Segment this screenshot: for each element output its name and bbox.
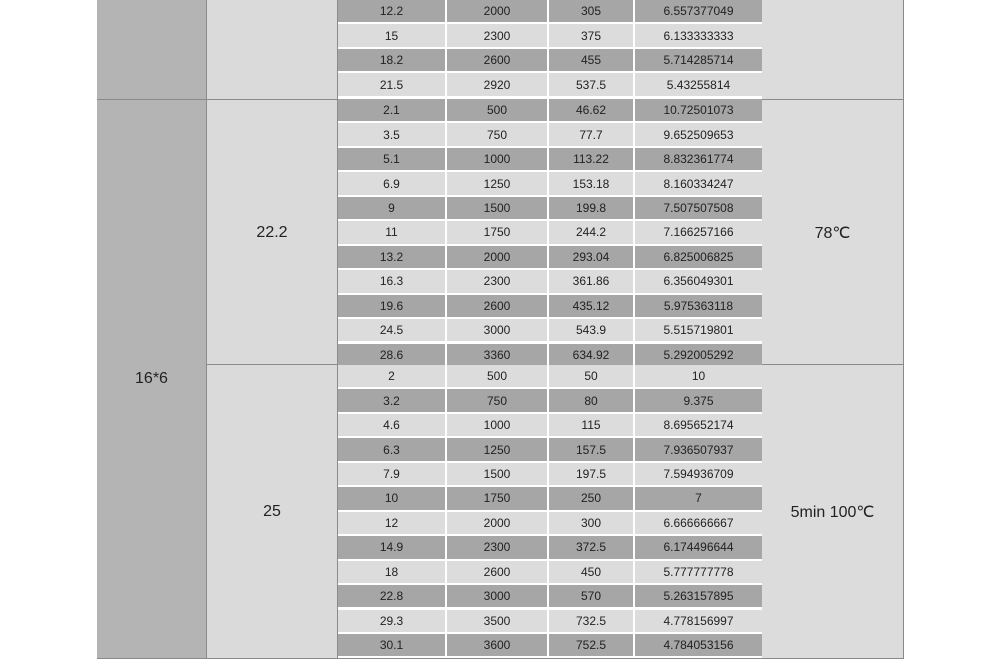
load-cell: 18.2: [338, 49, 447, 71]
force-cell: 2600: [447, 561, 549, 583]
area-cell: 153.18: [549, 172, 635, 194]
force-cell: 1000: [447, 148, 549, 170]
ratio-cell: 7.166257166: [663, 225, 734, 240]
load-cell: 18: [338, 561, 447, 583]
force-cell: 2000: [447, 0, 549, 22]
ratio-cell: 9.375: [683, 393, 714, 408]
ratio-cell: 10.72501073: [663, 103, 734, 118]
load-cell: 5.1: [338, 148, 447, 170]
ratio-cell: 6.666666667: [663, 515, 734, 530]
area-cell: 197.5: [549, 463, 635, 485]
load-cell: 3.5: [338, 123, 447, 145]
force-cell: 1750: [447, 221, 549, 243]
table-row: [338, 221, 762, 245]
force-cell: 500: [447, 99, 549, 121]
ratio-cell: 7.594936709: [663, 467, 734, 482]
area-cell: 375: [549, 24, 635, 46]
area-cell: 372.5: [549, 536, 635, 558]
table-row: [338, 148, 762, 172]
size-cell: [97, 100, 207, 658]
area-cell: 732.5: [549, 610, 635, 632]
force-cell: 2600: [447, 49, 549, 71]
table-row: [338, 319, 762, 343]
force-cell: 2300: [447, 536, 549, 558]
load-cell: 4.6: [338, 414, 447, 436]
area-cell: 455: [549, 49, 635, 71]
condition-cell-2: [762, 365, 903, 658]
table-row: [338, 99, 762, 123]
row-divider: [762, 364, 904, 365]
force-cell: 1500: [447, 463, 549, 485]
force-cell: 750: [447, 389, 549, 411]
table-row: [338, 487, 762, 511]
force-cell: 1250: [447, 438, 549, 460]
area-cell: 50: [549, 365, 635, 387]
diameter-cell-1: [207, 100, 338, 365]
force-cell: 2600: [447, 295, 549, 317]
area-cell: 157.5: [549, 438, 635, 460]
table-row: [338, 561, 762, 585]
ratio-cell: 5.515719801: [663, 323, 734, 338]
diameter-cell-previous: [207, 0, 338, 100]
load-cell: 21.5: [338, 73, 447, 95]
diameter-label-2: 25: [263, 502, 281, 520]
load-cell: 12.2: [338, 0, 447, 22]
load-cell: 12: [338, 512, 447, 534]
load-cell: 24.5: [338, 319, 447, 341]
area-cell: 543.9: [549, 319, 635, 341]
table-row: [338, 438, 762, 462]
ratio-cell: 4.784053156: [663, 638, 734, 653]
table-row: [338, 585, 762, 609]
ratio-cell: 5.292005292: [663, 347, 734, 362]
table-row: [338, 365, 762, 389]
area-cell: 80: [549, 389, 635, 411]
ratio-cell: 5.714285714: [663, 53, 734, 68]
size-cell-previous: [97, 0, 207, 100]
area-cell: 293.04: [549, 246, 635, 268]
condition-cell-previous: [762, 0, 903, 100]
table-row: [338, 536, 762, 560]
data-grid: [338, 0, 762, 659]
table-row: [338, 512, 762, 536]
ratio-cell: 9.652509653: [663, 127, 734, 142]
force-cell: 2300: [447, 270, 549, 292]
area-cell: 634.92: [549, 344, 635, 366]
load-cell: 14.9: [338, 536, 447, 558]
row-divider: [207, 364, 338, 365]
load-cell: 3.2: [338, 389, 447, 411]
ratio-cell: 7.936507937: [663, 442, 734, 457]
table-row: [338, 295, 762, 319]
load-cell: 28.6: [338, 344, 447, 366]
force-cell: 3000: [447, 585, 549, 607]
force-cell: 500: [447, 365, 549, 387]
load-cell: 9: [338, 197, 447, 219]
load-cell: 15: [338, 24, 447, 46]
table-row: [338, 49, 762, 73]
table-row: [338, 24, 762, 48]
condition-cell-1: [762, 100, 903, 365]
ratio-cell: 7.507507508: [663, 201, 734, 216]
force-cell: 3500: [447, 610, 549, 632]
area-cell: 244.2: [549, 221, 635, 243]
load-cell: 6.9: [338, 172, 447, 194]
ratio-cell: 5.43255814: [666, 77, 731, 92]
table-row: [338, 172, 762, 196]
table-row: [338, 634, 762, 658]
area-cell: 361.86: [549, 270, 635, 292]
table-row: [338, 197, 762, 221]
load-cell: 6.3: [338, 438, 447, 460]
area-cell: 199.8: [549, 197, 635, 219]
table-row: [338, 270, 762, 294]
load-cell: 22.8: [338, 585, 447, 607]
area-cell: 300: [549, 512, 635, 534]
load-cell: 16.3: [338, 270, 447, 292]
area-cell: 305: [549, 0, 635, 22]
load-cell: 29.3: [338, 610, 447, 632]
table-row: [338, 610, 762, 634]
force-cell: 2300: [447, 24, 549, 46]
area-cell: 77.7: [549, 123, 635, 145]
load-cell: 2: [338, 365, 447, 387]
area-cell: 537.5: [549, 73, 635, 95]
table-row: [338, 463, 762, 487]
force-cell: 2000: [447, 246, 549, 268]
force-cell: 2920: [447, 73, 549, 95]
ratio-cell: 4.778156997: [663, 613, 734, 628]
table-row: [338, 246, 762, 270]
ratio-cell: 8.160334247: [663, 176, 734, 191]
force-cell: 750: [447, 123, 549, 145]
size-label: 16*6: [135, 370, 168, 387]
ratio-cell: 6.825006825: [663, 249, 734, 264]
force-cell: 3000: [447, 319, 549, 341]
condition-label-1: 78℃: [814, 224, 851, 242]
area-cell: 435.12: [549, 295, 635, 317]
ratio-cell: 6.356049301: [663, 274, 734, 289]
ratio-cell: 5.263157895: [663, 589, 734, 604]
area-cell: 46.62: [549, 99, 635, 121]
ratio-cell: 5.975363118: [663, 298, 734, 313]
table-row: [338, 0, 762, 24]
load-cell: 13.2: [338, 246, 447, 268]
condition-label-2: 5min 100℃: [790, 503, 875, 521]
force-cell: 1000: [447, 414, 549, 436]
load-cell: 19.6: [338, 295, 447, 317]
load-cell: 11: [338, 221, 447, 243]
area-cell: 752.5: [549, 634, 635, 656]
ratio-cell: 5.777777778: [663, 564, 734, 579]
diameter-cell-2: [207, 365, 338, 658]
force-cell: 1750: [447, 487, 549, 509]
area-cell: 115: [549, 414, 635, 436]
force-cell: 1250: [447, 172, 549, 194]
table-row: [338, 389, 762, 413]
table-row: [338, 414, 762, 438]
area-cell: 570: [549, 585, 635, 607]
ratio-cell: 8.832361774: [663, 152, 734, 167]
load-cell: 2.1: [338, 99, 447, 121]
ratio-cell: 6.557377049: [663, 4, 734, 19]
ratio-cell: 6.133333333: [663, 28, 734, 43]
ratio-cell: 10: [691, 369, 706, 384]
area-cell: 113.22: [549, 148, 635, 170]
load-cell: 10: [338, 487, 447, 509]
area-cell: 450: [549, 561, 635, 583]
diameter-label-1: 22.2: [256, 223, 288, 241]
ratio-cell: 6.174496644: [663, 540, 734, 555]
ratio-cell: 7: [695, 491, 702, 506]
table-row: [338, 123, 762, 147]
force-cell: 3600: [447, 634, 549, 656]
table-row: [338, 73, 762, 97]
load-cell: 7.9: [338, 463, 447, 485]
force-cell: 1500: [447, 197, 549, 219]
area-cell: 250: [549, 487, 635, 509]
load-cell: 30.1: [338, 634, 447, 656]
force-cell: 3360: [447, 344, 549, 366]
ratio-cell: 8.695652174: [663, 418, 734, 433]
force-cell: 2000: [447, 512, 549, 534]
